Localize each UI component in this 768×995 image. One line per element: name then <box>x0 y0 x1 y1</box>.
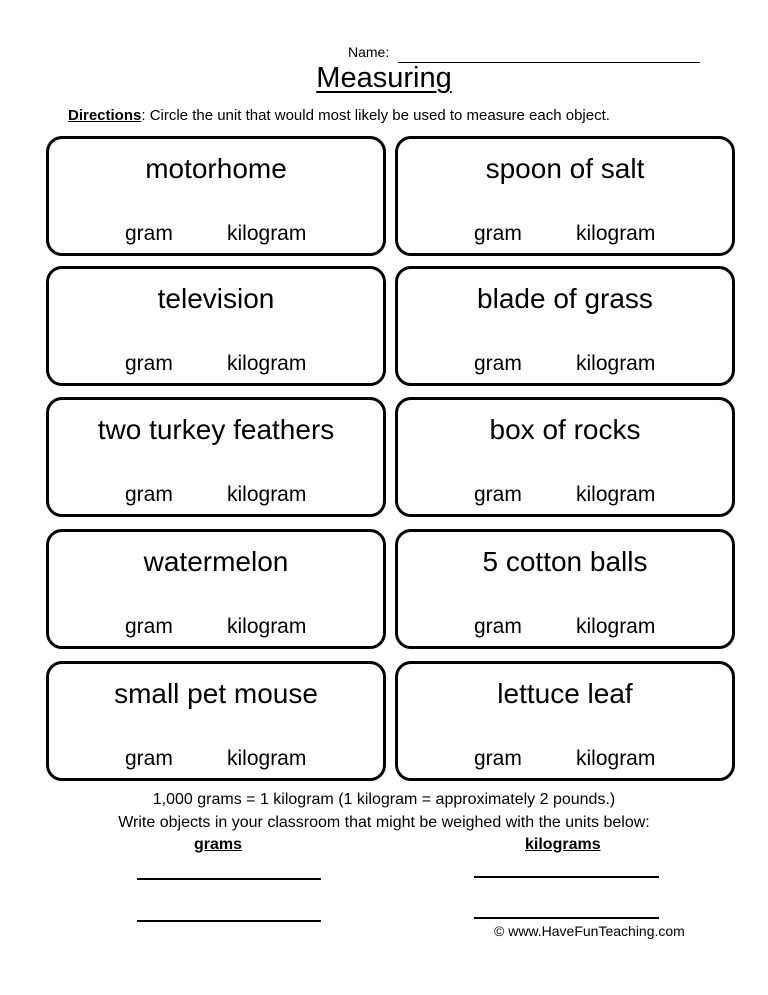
object-label: watermelon <box>143 546 289 577</box>
question-card <box>46 661 386 781</box>
grams-answer-line[interactable] <box>137 920 321 922</box>
kilogram-option[interactable]: kilogram <box>576 222 656 245</box>
kilogram-option[interactable]: kilogram <box>576 615 656 638</box>
question-card <box>395 397 735 517</box>
question-card <box>395 661 735 781</box>
write-prompt: Write objects in your classroom that might be weighed with the units below: <box>118 814 650 831</box>
object-label: motorhome <box>145 153 287 184</box>
grams-heading: grams <box>194 836 243 853</box>
kilogram-option[interactable]: kilogram <box>227 747 307 770</box>
directions-text: : Circle the unit that would most likely be used to measure each object. <box>141 107 610 124</box>
object-label: television <box>157 283 275 314</box>
directions <box>68 107 610 124</box>
kilograms-answer-line[interactable] <box>474 876 659 878</box>
question-card <box>395 266 735 386</box>
kilogram-option[interactable]: kilogram <box>576 352 656 375</box>
object-label: spoon of salt <box>485 153 645 184</box>
kilogram-option[interactable]: kilogram <box>227 222 307 245</box>
grams-answer-line[interactable] <box>137 878 321 880</box>
kilograms-heading: kilograms <box>525 836 601 853</box>
gram-option[interactable]: gram <box>474 483 522 506</box>
kilogram-option[interactable]: kilogram <box>576 747 656 770</box>
gram-option[interactable]: gram <box>474 747 522 770</box>
object-label: blade of grass <box>477 283 653 314</box>
kilogram-option[interactable]: kilogram <box>576 483 656 506</box>
object-label: lettuce leaf <box>497 678 633 709</box>
gram-option[interactable]: gram <box>474 352 522 375</box>
object-label: small pet mouse <box>114 678 318 709</box>
question-card <box>395 136 735 256</box>
gram-option[interactable]: gram <box>125 352 173 375</box>
question-card <box>46 136 386 256</box>
question-card <box>395 529 735 649</box>
conversion-note: 1,000 grams = 1 kilogram (1 kilogram = approximately 2 pounds.) <box>152 791 616 808</box>
object-label: two turkey feathers <box>97 414 335 445</box>
object-label: 5 cotton balls <box>482 546 648 577</box>
gram-option[interactable]: gram <box>125 222 173 245</box>
object-label: box of rocks <box>489 414 641 445</box>
gram-option[interactable]: gram <box>125 483 173 506</box>
kilogram-option[interactable]: kilogram <box>227 615 307 638</box>
page-title: Measuring <box>316 62 452 94</box>
question-card <box>46 266 386 386</box>
kilograms-answer-line[interactable] <box>474 917 659 919</box>
question-card <box>46 397 386 517</box>
gram-option[interactable]: gram <box>474 615 522 638</box>
gram-option[interactable]: gram <box>125 615 173 638</box>
gram-option[interactable]: gram <box>474 222 522 245</box>
gram-option[interactable]: gram <box>125 747 173 770</box>
kilogram-option[interactable]: kilogram <box>227 483 307 506</box>
directions-label: Directions <box>68 107 142 124</box>
question-card <box>46 529 386 649</box>
kilogram-option[interactable]: kilogram <box>227 352 307 375</box>
name-label: Name: <box>348 44 390 60</box>
copyright-footer: © www.HaveFunTeaching.com <box>494 923 685 939</box>
